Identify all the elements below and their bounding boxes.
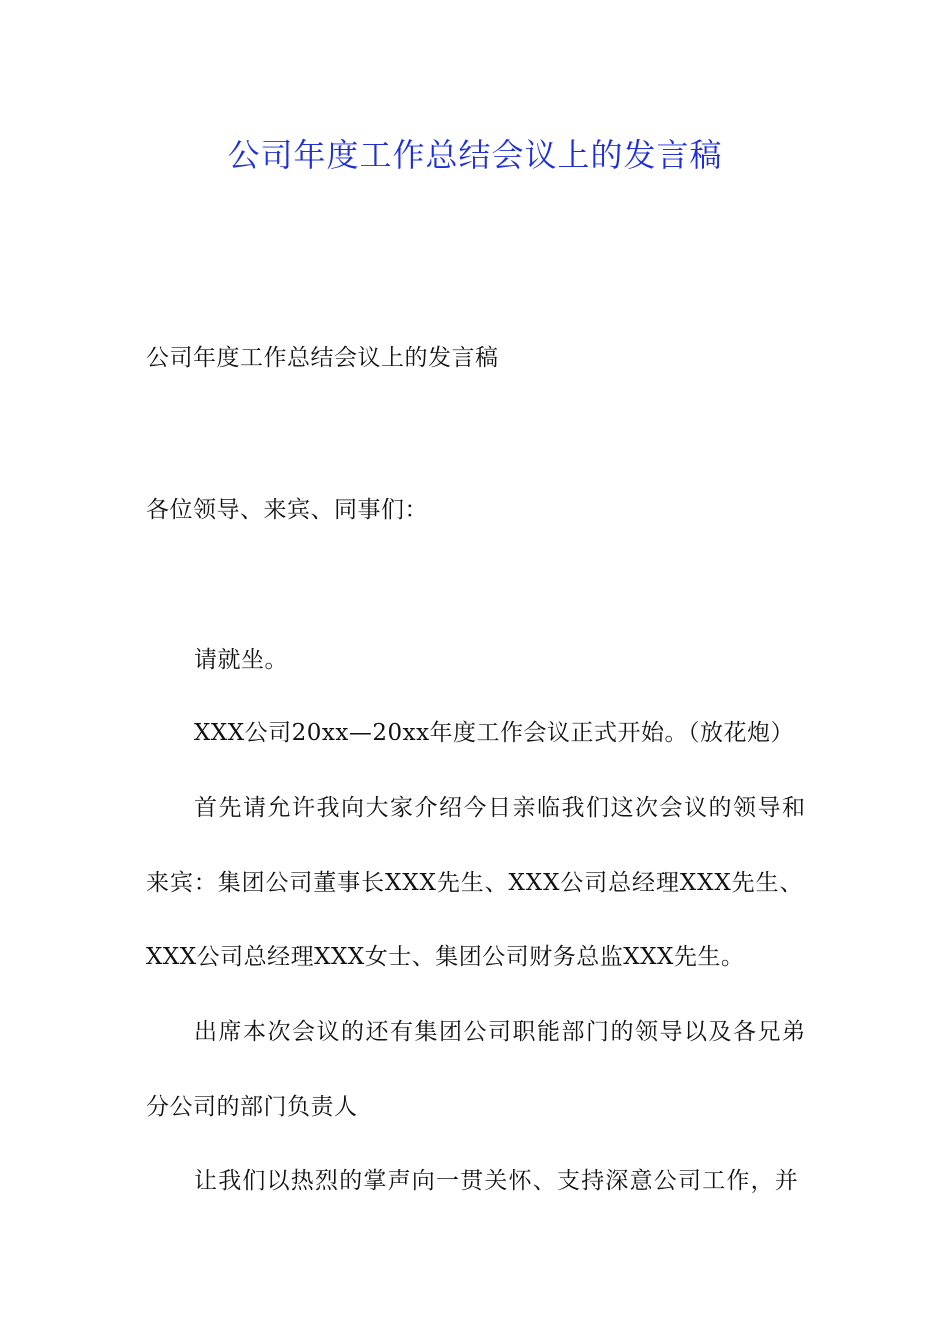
body-paragraph-line: 让我们以热烈的掌声向一贯关怀、支持深意公司工作，并 [194, 1168, 799, 1194]
body-paragraph-line: XXX公司20xx—20xx年度工作会议正式开始。（放花炮） [194, 720, 795, 746]
body-paragraph-line: 首先请允许我向大家介绍今日亲临我们这次会议的领导和 [194, 795, 807, 821]
document-subtitle: 公司年度工作总结会议上的发言稿 [146, 345, 499, 371]
body-paragraph-line: 出席本次会议的还有集团公司职能部门的领导以及各兄弟 [194, 1019, 807, 1045]
salutation: 各位领导、来宾、同事们： [146, 497, 428, 523]
body-paragraph-line: 分公司的部门负责人 [146, 1094, 358, 1120]
body-paragraph-line: XXX公司总经理XXX女士、集团公司财务总监XXX先生。 [146, 944, 745, 970]
body-paragraph-line: 来宾：集团公司董事长XXX先生、XXX公司总经理XXX先生、 [146, 870, 804, 896]
page-title: 公司年度工作总结会议上的发言稿 [227, 136, 723, 174]
body-paragraph-line: 请就坐。 [194, 647, 288, 673]
